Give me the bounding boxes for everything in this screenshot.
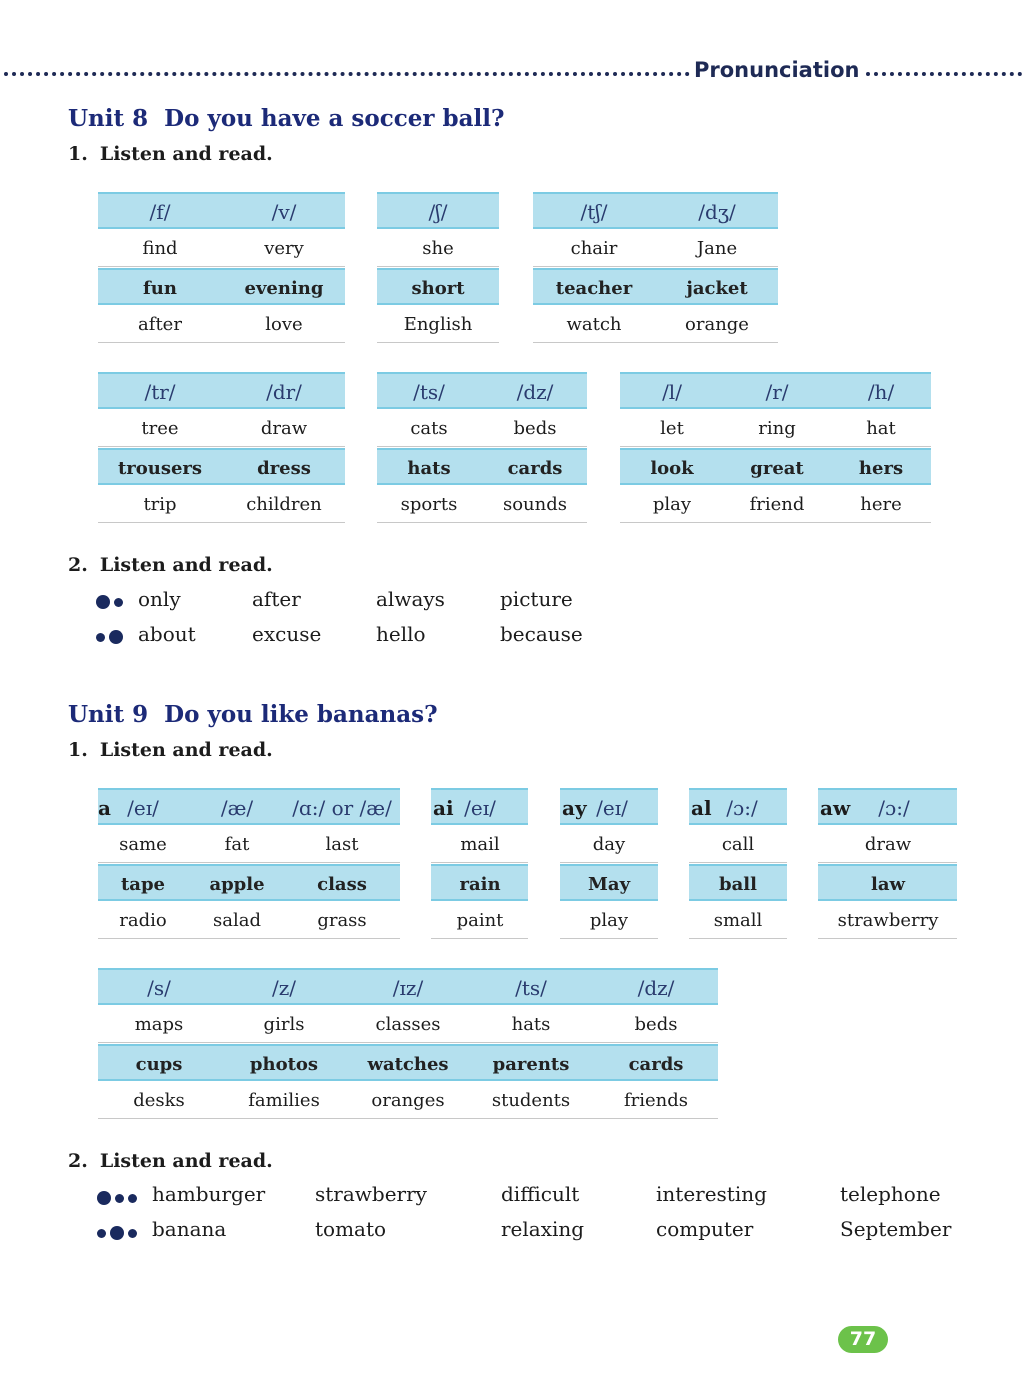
word-row: [98, 864, 400, 901]
unit8-exercise1-heading: 1. Listen and read.: [68, 143, 273, 165]
word: day: [592, 834, 626, 855]
word-row: [98, 410, 345, 447]
stress-word: computer: [656, 1217, 754, 1241]
sound-label: /ɔ:/: [726, 796, 758, 820]
word: play: [652, 494, 692, 515]
phonics-table-ay: [560, 788, 658, 941]
word: look: [650, 458, 694, 479]
word: sounds: [502, 494, 568, 515]
word: cups: [135, 1054, 183, 1075]
word: small: [713, 910, 763, 931]
word: here: [860, 494, 902, 515]
word: hats: [407, 458, 451, 479]
sound-label: /s/: [147, 976, 171, 1000]
phonics-table: [98, 192, 345, 345]
sound-header-row: [98, 192, 345, 229]
word-row: [620, 448, 931, 485]
word-row: [377, 230, 499, 267]
stress-word: about: [138, 622, 196, 646]
word-row: [689, 826, 787, 863]
word: salad: [213, 910, 261, 931]
stress-dot-small: [128, 1194, 137, 1203]
word: law: [871, 874, 905, 895]
sound-label: /tr/: [144, 380, 176, 404]
word-row: [560, 826, 658, 863]
word: watch: [566, 314, 622, 335]
word-row: [818, 826, 957, 863]
stress-dot-small: [114, 598, 123, 607]
sound-header-row: [377, 372, 587, 409]
word-row: [98, 486, 345, 523]
word-row: [533, 230, 778, 267]
sound-header-row: [98, 788, 400, 825]
letter-label: aw: [820, 796, 851, 820]
phonics-table-aw: [818, 788, 957, 941]
word: ball: [719, 874, 757, 895]
word-row: [620, 410, 931, 447]
sound-header-row: [377, 192, 499, 229]
word: photos: [249, 1054, 319, 1075]
word: friends: [623, 1090, 689, 1111]
word: oranges: [371, 1090, 445, 1111]
word: love: [265, 314, 303, 335]
word: class: [317, 874, 367, 895]
stress-dot-big: [97, 1191, 111, 1205]
sound-header-row: [560, 788, 658, 825]
word: strawberry: [837, 910, 939, 931]
word: cards: [507, 458, 563, 479]
word-row: [620, 486, 931, 523]
word-row: [98, 1082, 718, 1119]
sound-label: /ɑ:/ or /æ/: [292, 796, 392, 820]
stress-word: only: [138, 587, 181, 611]
word-row: [98, 902, 400, 939]
word-row: [377, 306, 499, 343]
word-row: [560, 902, 658, 939]
word: mail: [460, 834, 500, 855]
phonics-table-a: [98, 788, 400, 941]
sound-label: /eɪ/: [127, 796, 159, 820]
unit8-title-text: Do you have a soccer ball?: [164, 105, 505, 132]
word: families: [248, 1090, 320, 1111]
word: hers: [858, 458, 904, 479]
word-row: [689, 902, 787, 939]
phonics-table-ai: [431, 788, 528, 941]
sound-label: /dʒ/: [698, 200, 736, 224]
stress-word: September: [840, 1217, 952, 1241]
word: short: [411, 278, 465, 299]
word: classes: [375, 1014, 441, 1035]
word: students: [491, 1090, 571, 1111]
unit8-title: [68, 105, 504, 132]
stress-word: strawberry: [315, 1182, 427, 1206]
sound-header-row: [98, 372, 345, 409]
word: apple: [209, 874, 265, 895]
header-dotted-rule-right: [866, 72, 1022, 76]
word: cats: [410, 418, 448, 439]
word: children: [246, 494, 322, 515]
stress-word: always: [376, 587, 445, 611]
word: call: [721, 834, 755, 855]
word: paint: [456, 910, 504, 931]
stress-dot-small: [115, 1194, 124, 1203]
word: friend: [749, 494, 805, 515]
word-row: [98, 1044, 718, 1081]
word: orange: [685, 314, 749, 335]
word-row: [377, 268, 499, 305]
stress-word: telephone: [840, 1182, 941, 1206]
word: parents: [492, 1054, 570, 1075]
stress-word: interesting: [656, 1182, 767, 1206]
sound-header-row: [98, 968, 718, 1005]
word-row: [98, 306, 345, 343]
word: Jane: [696, 238, 738, 259]
word: maps: [134, 1014, 184, 1035]
phonics-table: [620, 372, 931, 525]
word: hat: [866, 418, 896, 439]
word: draw: [864, 834, 912, 855]
word: beds: [513, 418, 557, 439]
phonics-table: [98, 372, 345, 525]
plural-endings-table: [98, 968, 718, 1121]
word: tree: [141, 418, 179, 439]
word: evening: [244, 278, 324, 299]
stress-word: relaxing: [501, 1217, 585, 1241]
word-row: [533, 306, 778, 343]
sound-label: /æ/: [220, 796, 254, 820]
word: dress: [257, 458, 311, 479]
word: beds: [634, 1014, 678, 1035]
sound-label: /ts/: [515, 976, 547, 1000]
word: she: [422, 238, 454, 259]
sound-label: /f/: [149, 200, 171, 224]
word: girls: [263, 1014, 305, 1035]
stress-word: difficult: [501, 1182, 580, 1206]
stress-word: tomato: [315, 1217, 387, 1241]
word-row: [98, 1006, 718, 1043]
word: cards: [628, 1054, 684, 1075]
sound-label: /ʃ/: [428, 200, 448, 224]
word: grass: [317, 910, 367, 931]
unit9-title: [68, 701, 438, 728]
sound-header-row: [533, 192, 778, 229]
stress-dot-big: [109, 630, 123, 644]
sound-label: /dz/: [637, 976, 675, 1000]
stress-dot-small: [128, 1229, 137, 1238]
sound-header-row: [431, 788, 528, 825]
word: great: [750, 458, 804, 479]
word: chair: [570, 238, 618, 259]
phonics-table-al: [689, 788, 787, 941]
word: same: [119, 834, 167, 855]
word: hats: [511, 1014, 551, 1035]
word: draw: [260, 418, 308, 439]
sound-header-row: [620, 372, 931, 409]
sound-label: /eɪ/: [596, 796, 628, 820]
letter-label: al: [691, 796, 712, 820]
word: teacher: [555, 278, 633, 299]
sound-label: /dz/: [516, 380, 554, 404]
stress-dot-small: [97, 1229, 106, 1238]
sound-label: /eɪ/: [464, 796, 496, 820]
word-row: [431, 902, 528, 939]
sound-label: /ɔ:/: [878, 796, 910, 820]
phonics-table: [377, 372, 587, 525]
sound-header-row: [689, 788, 787, 825]
word-row: [431, 826, 528, 863]
word-row: [431, 864, 528, 901]
letter-label: ay: [562, 796, 587, 820]
word: fun: [143, 278, 177, 299]
sound-label: /tʃ/: [580, 200, 608, 224]
word-row: [377, 410, 587, 447]
sound-label: /v/: [271, 200, 297, 224]
word-row: [98, 448, 345, 485]
phonics-table: [533, 192, 778, 345]
word: very: [264, 238, 304, 259]
word: after: [138, 314, 182, 335]
word-row: [98, 230, 345, 267]
stress-word: after: [252, 587, 301, 611]
unit9-exercise2-heading: 2. Listen and read.: [68, 1150, 273, 1172]
stress-word: picture: [500, 587, 573, 611]
unit9-number: Unit 9: [68, 701, 149, 728]
stress-word: because: [500, 622, 583, 646]
sound-label: /h/: [867, 380, 895, 404]
stress-word: excuse: [252, 622, 322, 646]
word-row: [98, 826, 400, 863]
stress-dot-big: [96, 595, 110, 609]
section-header: Pronunciation: [694, 58, 860, 82]
stress-dot-big: [110, 1226, 124, 1240]
page-number-badge: 77: [838, 1326, 888, 1353]
word: tape: [120, 874, 166, 895]
word-row: [818, 864, 957, 901]
unit8-exercise2-heading: 2. Listen and read.: [68, 554, 273, 576]
unit8-number: Unit 8: [68, 105, 149, 132]
word: find: [142, 238, 178, 259]
word: let: [660, 418, 684, 439]
word: radio: [119, 910, 167, 931]
word: sports: [400, 494, 458, 515]
word-row: [98, 268, 345, 305]
stress-dot-small: [96, 633, 105, 642]
word: ring: [758, 418, 796, 439]
letter-label: ai: [433, 796, 454, 820]
word: watches: [367, 1054, 449, 1075]
stress-word: hamburger: [152, 1182, 266, 1206]
word: jacket: [686, 278, 748, 299]
word: play: [589, 910, 629, 931]
word: last: [325, 834, 359, 855]
letter-label: a: [98, 796, 111, 820]
sound-label: /l/: [662, 380, 682, 404]
word-row: [689, 864, 787, 901]
header-dotted-rule-left: [4, 72, 690, 76]
stress-word: banana: [152, 1217, 227, 1241]
word: rain: [459, 874, 501, 895]
word-row: [818, 902, 957, 939]
stress-word: hello: [376, 622, 426, 646]
word-row: [533, 268, 778, 305]
word: May: [587, 874, 631, 895]
sound-label: /dr/: [266, 380, 302, 404]
word: trousers: [117, 458, 203, 479]
word: desks: [133, 1090, 185, 1111]
unit9-exercise1-heading: 1. Listen and read.: [68, 739, 273, 761]
unit9-title-text: Do you like bananas?: [164, 701, 438, 728]
sound-label: /ɪz/: [392, 976, 424, 1000]
sound-label: /ts/: [413, 380, 445, 404]
sound-label: /r/: [765, 380, 789, 404]
word: English: [403, 314, 473, 335]
word: fat: [224, 834, 250, 855]
word-row: [377, 448, 587, 485]
word-row: [377, 486, 587, 523]
sound-header-row: [818, 788, 957, 825]
sound-label: /z/: [271, 976, 297, 1000]
phonics-table: [377, 192, 499, 345]
word: trip: [143, 494, 177, 515]
word-row: [560, 864, 658, 901]
